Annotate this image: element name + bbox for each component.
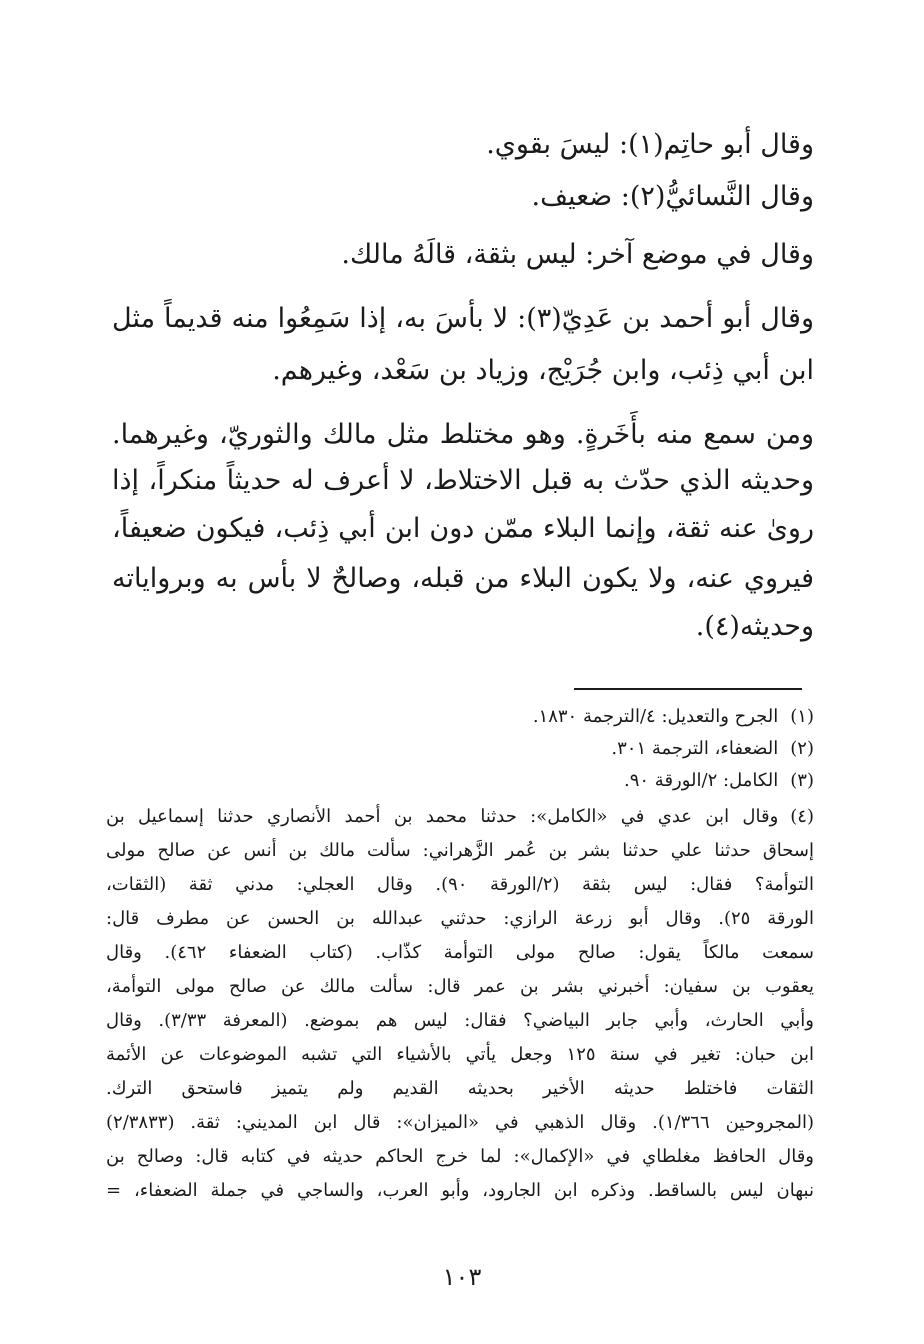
footnote-text: الكامل: ٢/الورقة ٩٠. xyxy=(624,770,779,791)
main-text-line: ومن سمع منه بأَخَرةٍ. وهو مختلط مثل مالك والثوريّ، وغيرهما. xyxy=(112,419,814,450)
main-text-line: وقال في موضع آخر: ليس بثقة، قالَهُ مالك. xyxy=(341,239,814,270)
footnote-4 xyxy=(106,804,814,830)
footnote-number: (٢) xyxy=(790,738,814,759)
footnote-4-line: الثقات فاختلط حديثه الأخير بحديثه القديم ولم يتميز فاستحق الترك. xyxy=(106,1078,814,1099)
footnote-text: الضعفاء، الترجمة ٣٠١. xyxy=(611,738,779,759)
footnote-4-line: نبهان ليس بالساقط. وذكره ابن الجارود، وأبو العرب، والساجي في جملة الضعفاء، = xyxy=(106,1180,814,1201)
footnote-4-line: وقال الحافظ مغلطاي في «الإكمال»: لما خرج الحاكم حديثه في كتابه قال: وصالح بن xyxy=(106,1146,814,1167)
footnote-separator xyxy=(574,688,802,690)
footnote-4-line: الورقة ٢٥). وقال أبو زرعة الرازي: حدثني عبدالله بن الحسن عن مطرف قال: xyxy=(106,908,815,929)
footnote-2 xyxy=(611,736,814,762)
main-text-line: وقال أبو حاتِم(١): ليسَ بقوي. xyxy=(486,129,814,160)
footnote-4-line: يعقوب بن سفيان: أخبرني بشر بن عمر قال: سألت مالك عن صالح مولى التوأمة، xyxy=(106,976,814,997)
footnote-1 xyxy=(533,704,814,730)
page-number: ١٠٣ xyxy=(442,1263,482,1291)
footnote-4-line: ابن حبان: تغير في سنة ١٢٥ وجعل يأتي بالأشياء التي تشبه الموضوعات عن الأئمة xyxy=(106,1044,814,1065)
footnote-4-line: سمعت مالكاً يقول: صالح مولى التوأمة كذّاب. (كتاب الضعفاء ٤٦٢). وقال xyxy=(106,942,815,963)
footnote-4-line: وأبي الحارث، وأبي جابر البياضي؟ فقال: ليس هم بموضع. (المعرفة ٣/٣٣). وقال xyxy=(106,1010,814,1031)
main-text-line: روىٰ عنه ثقة، وإنما البلاء ممّن دون ابن أبي ذِئب، فيكون ضعيفاً، xyxy=(112,513,814,544)
footnote-text: وقال ابن عدي في «الكامل»: حدثنا محمد بن أحمد الأنصاري حدثنا إسماعيل بن xyxy=(106,806,779,827)
footnote-number: (٤) xyxy=(790,806,814,827)
footnote-text: الجرح والتعديل: ٤/الترجمة ١٨٣٠. xyxy=(532,706,779,727)
footnote-number: (١) xyxy=(790,706,814,727)
main-text-line: ابن أبي ذِئب، وابن جُرَيْج، وزياد بن سَعْد، وغيرهم. xyxy=(272,355,814,386)
main-text-line: فيروي عنه، ولا يكون البلاء من قبله، وصالحٌ لا بأس به وبرواياته xyxy=(112,563,814,594)
footnote-4-line: (المجروحين ١/٣٦٦). وقال الذهبي في «الميزان»: قال ابن المديني: ثقة. (٢/٣٨٣٣) xyxy=(106,1112,814,1133)
main-text-line: وحديثه(٤). xyxy=(695,611,814,642)
main-text-line: وقال النَّسائيُّ(٢): ضعيف. xyxy=(531,181,814,212)
footnote-number: (٣) xyxy=(790,770,814,791)
main-text-line: وحديثه الذي حدّث به قبل الاختلاط، لا أعرف له حديثاً منكراً، إذا xyxy=(112,465,814,496)
footnote-4-line: التوأمة؟ فقال: ليس بثقة (٢/الورقة ٩٠). وقال العجلي: مدني ثقة (الثقات، xyxy=(106,874,814,895)
main-text-line: وقال أبو أحمد بن عَدِيّ(٣): لا بأسَ به، إذا سَمِعُوا منه قديماً مثل xyxy=(112,303,814,334)
footnote-3 xyxy=(624,768,814,794)
footnote-4-line: إسحاق حدثنا علي حدثنا بشر بن عُمر الزَّهراني: سألت مالك بن أنس عن صالح مولى xyxy=(106,840,814,861)
